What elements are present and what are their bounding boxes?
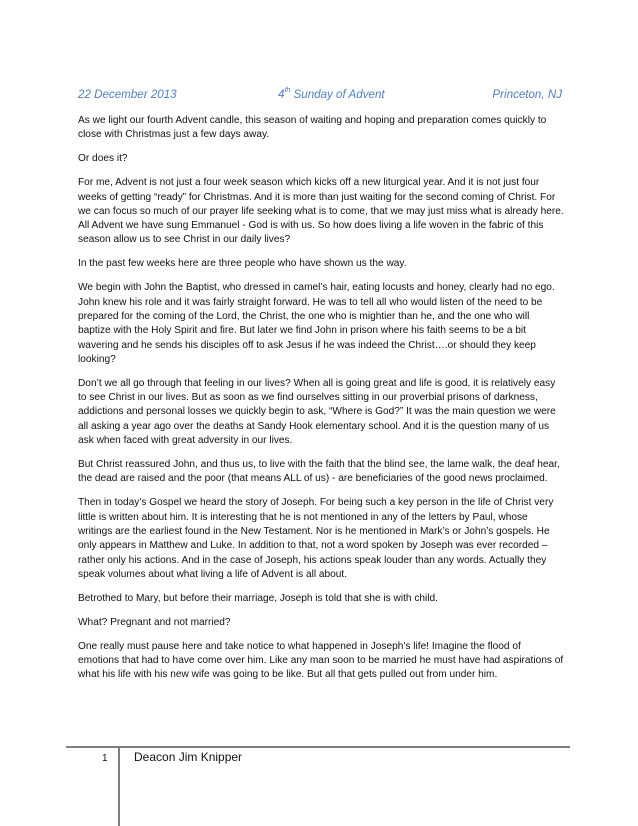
paragraph: Then in today’s Gospel we heard the story of Joseph. For being such a key person in the life of Christ very little is written about him. It is interesting that he is not mentioned in any of the letters by Paul, whose writings are the earliest found in the New Testament. Nor is he mentioned in Mark’s or John’s gospels. He only appears in Matthew and Luke. In addition to that, not a word spoken by Joseph was ever recorded – rather only his actions. And in the case of Joseph, his actions speak louder than any words. Actually they speak volumes about what living a life of Advent is all about.: [78, 497, 554, 580]
paragraph: As we light our fourth Advent candle, this season of waiting and hoping and preparation comes quickly to close with Christmas just a few days away.: [78, 115, 547, 141]
paragraph: What? Pregnant and not married?: [78, 616, 231, 628]
paragraph: In the past few weeks here are three people who have shown us the way.: [78, 258, 407, 270]
header-sunday: [278, 88, 385, 101]
footer-author: Deacon Jim Knipper: [134, 750, 243, 764]
header-place: Princeton, NJ: [492, 88, 562, 101]
document-body: [78, 114, 564, 692]
paragraph: For me, Advent is not just a four week season which kicks off a new liturgical year. And it is not just four weeks of getting “ready” for Christmas. And it is more than just waiting for the second coming of Christ. For we can focus so much of our prayer life seeking what is to come, that we may just miss what is already here. All Advent we have sung Emmanuel - God is with us. So how does living a life woven in the fabric of this season allow us to see Christ in our daily lives?: [78, 177, 564, 246]
header-sunday-suffix: th: [284, 87, 291, 95]
page-number: 1: [102, 753, 108, 764]
header-date: 22 December 2013: [78, 88, 177, 101]
page-header: [78, 88, 562, 104]
paragraph: But Christ reassured John, and thus us, to live with the faith that the blind see, the lame walk, the deaf hear, the dead are raised and the poor (that means ALL of us) - are beneficiaries of the good news proclaimed.: [78, 459, 560, 485]
paragraph: One really must pause here and take notice to what happened in Joseph’s life! Imagine the flood of emotions that had to have come over him. Like any man soon to be married he must have had aspirations of what his life with his new wife was going to be like. But all that gets pulled out from under him.: [78, 640, 564, 681]
footer-divider: [118, 748, 120, 826]
header-sunday-rest: Sunday of Advent: [290, 88, 385, 101]
paragraph: Betrothed to Mary, but before their marriage, Joseph is told that she is with child.: [78, 592, 438, 604]
header-sunday-number: 4: [278, 88, 285, 101]
paragraph: Don’t we all go through that feeling in our lives? When all is going great and life is good, it is relatively easy to see Christ in our lives. But as soon as we find ourselves sitting in our proverbial prisons of darkness, addictions and personal losses we quickly begin to ask, “Where is God?” It was the main question we were all asking a year ago over the deaths at Sandy Hook elementary school. And it is the question many of us ask when faced with great adversity in our lives.: [78, 377, 556, 447]
paragraph: We begin with John the Baptist, who dressed in camel’s hair, eating locusts and honey, clearly had no ego. John knew his role and it was fairly straight forward. He was to tell all who would listen of the need to be prepared for the coming of the Lord, the Christ, the one who is mightier than he, and the one who will baptize with the Holy Spirit and fire. But later we find John in prison where his faith seems to be a bit wavering and he sends his disciples off to ask Jesus if he was indeed the Christ….or should they keep looking?: [78, 282, 555, 365]
paragraph: Or does it?: [78, 153, 128, 165]
footer-rule: [66, 746, 570, 748]
